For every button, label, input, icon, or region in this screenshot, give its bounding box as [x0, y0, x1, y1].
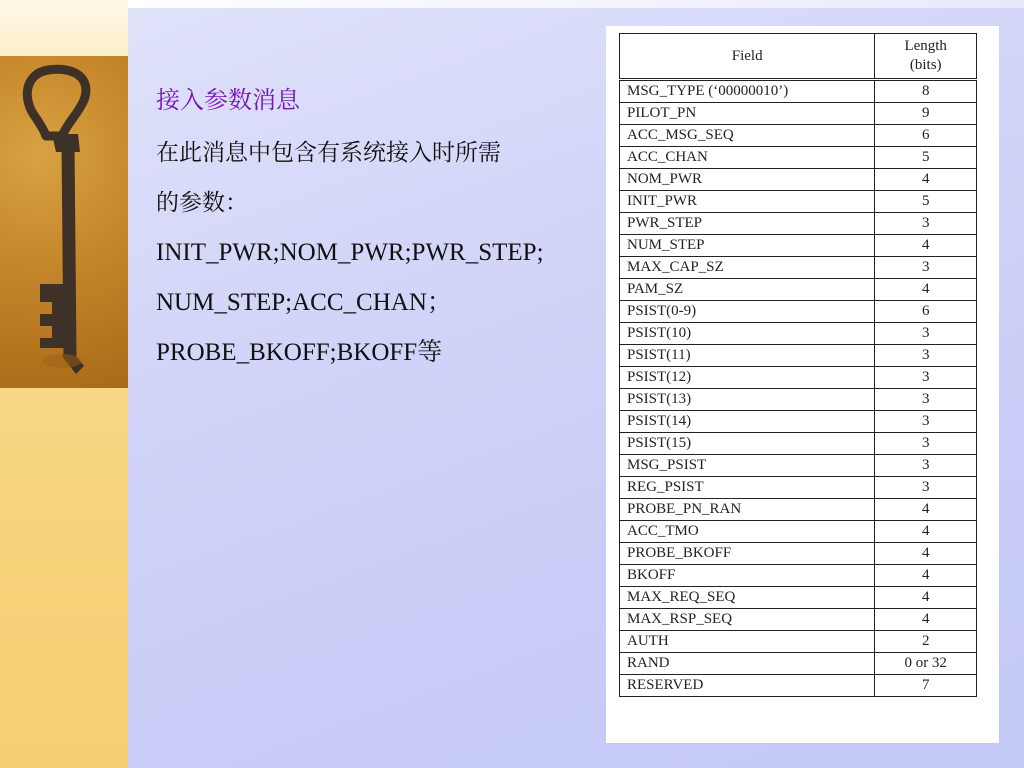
- table-row: [620, 80, 977, 103]
- field-length-cell: 4: [875, 609, 977, 631]
- table-row: [620, 235, 977, 257]
- field-table-panel: [606, 26, 999, 743]
- table-row: [620, 631, 977, 653]
- header-field: Field: [620, 34, 875, 80]
- field-name-cell: NUM_STEP: [620, 235, 875, 257]
- header-length-line1: Length: [904, 38, 947, 54]
- table-row: [620, 257, 977, 279]
- table-row: [620, 103, 977, 125]
- table-row: [620, 191, 977, 213]
- field-length-cell: 4: [875, 499, 977, 521]
- field-name-cell: PROBE_PN_RAN: [620, 499, 875, 521]
- field-length-cell: 3: [875, 389, 977, 411]
- field-length-cell: 3: [875, 323, 977, 345]
- header-length: [875, 34, 977, 80]
- table-row: [620, 213, 977, 235]
- field-name-cell: PSIST(13): [620, 389, 875, 411]
- field-length-cell: 4: [875, 565, 977, 587]
- field-length-cell: 4: [875, 543, 977, 565]
- table-row: [620, 411, 977, 433]
- table-row: [620, 499, 977, 521]
- field-length-cell: 3: [875, 433, 977, 455]
- table-header-row: [620, 34, 977, 80]
- table-row: [620, 609, 977, 631]
- field-length-cell: 6: [875, 125, 977, 147]
- field-name-cell: INIT_PWR: [620, 191, 875, 213]
- field-name-cell: PSIST(14): [620, 411, 875, 433]
- table-row: [620, 433, 977, 455]
- text-line-4: NUM_STEP;ACC_CHAN；: [156, 289, 452, 316]
- field-length-cell: 3: [875, 367, 977, 389]
- field-length-cell: 4: [875, 235, 977, 257]
- field-length-cell: 3: [875, 477, 977, 499]
- text-line-2: 的参数：: [156, 190, 248, 216]
- field-name-cell: MSG_PSIST: [620, 455, 875, 477]
- field-name-cell: MSG_TYPE (‘00000010’): [620, 80, 875, 103]
- field-name-cell: PSIST(11): [620, 345, 875, 367]
- table-row: [620, 543, 977, 565]
- field-name-cell: PROBE_BKOFF: [620, 543, 875, 565]
- field-length-table: [619, 33, 977, 697]
- table-row: [620, 279, 977, 301]
- field-length-cell: 4: [875, 169, 977, 191]
- content-text: [156, 80, 606, 378]
- field-name-cell: ACC_MSG_SEQ: [620, 125, 875, 147]
- field-length-cell: 6: [875, 301, 977, 323]
- section-title: 接入参数消息: [156, 86, 300, 114]
- table-row: [620, 301, 977, 323]
- field-length-cell: 4: [875, 521, 977, 543]
- text-line-5: PROBE_BKOFF;BKOFF等: [156, 339, 443, 366]
- field-length-cell: 7: [875, 675, 977, 697]
- table-row: [620, 323, 977, 345]
- key-icon: [0, 56, 128, 388]
- field-length-cell: 9: [875, 103, 977, 125]
- field-name-cell: PWR_STEP: [620, 213, 875, 235]
- field-length-cell: 5: [875, 191, 977, 213]
- field-name-cell: BKOFF: [620, 565, 875, 587]
- field-name-cell: ACC_TMO: [620, 521, 875, 543]
- table-row: [620, 169, 977, 191]
- table-row: [620, 521, 977, 543]
- field-name-cell: MAX_REQ_SEQ: [620, 587, 875, 609]
- field-length-cell: 3: [875, 411, 977, 433]
- field-name-cell: NOM_PWR: [620, 169, 875, 191]
- field-length-cell: 3: [875, 455, 977, 477]
- table-body: [620, 80, 977, 697]
- field-name-cell: ACC_CHAN: [620, 147, 875, 169]
- field-name-cell: RESERVED: [620, 675, 875, 697]
- field-length-cell: 5: [875, 147, 977, 169]
- top-highlight-strip: [128, 0, 1024, 8]
- table-row: [620, 345, 977, 367]
- table-row: [620, 147, 977, 169]
- table-row: [620, 587, 977, 609]
- table-row: [620, 125, 977, 147]
- table-row: [620, 675, 977, 697]
- table-row: [620, 653, 977, 675]
- field-name-cell: MAX_CAP_SZ: [620, 257, 875, 279]
- field-length-cell: 4: [875, 587, 977, 609]
- table-row: [620, 565, 977, 587]
- field-length-cell: 3: [875, 213, 977, 235]
- text-line-3: INIT_PWR;NOM_PWR;PWR_STEP;: [156, 239, 544, 266]
- field-name-cell: PSIST(15): [620, 433, 875, 455]
- field-name-cell: PSIST(0-9): [620, 301, 875, 323]
- text-line-1: 在此消息中包含有系统接入时所需: [156, 140, 501, 166]
- field-name-cell: MAX_RSP_SEQ: [620, 609, 875, 631]
- field-name-cell: AUTH: [620, 631, 875, 653]
- table-row: [620, 455, 977, 477]
- table-row: [620, 477, 977, 499]
- table-row: [620, 389, 977, 411]
- field-length-cell: 2: [875, 631, 977, 653]
- key-photo: [0, 56, 128, 388]
- table-row: [620, 367, 977, 389]
- field-name-cell: PAM_SZ: [620, 279, 875, 301]
- field-name-cell: PSIST(10): [620, 323, 875, 345]
- field-length-cell: 3: [875, 345, 977, 367]
- field-name-cell: PSIST(12): [620, 367, 875, 389]
- field-name-cell: RAND: [620, 653, 875, 675]
- field-name-cell: REG_PSIST: [620, 477, 875, 499]
- field-length-cell: 3: [875, 257, 977, 279]
- field-name-cell: PILOT_PN: [620, 103, 875, 125]
- field-length-cell: 0 or 32: [875, 653, 977, 675]
- field-length-cell: 4: [875, 279, 977, 301]
- header-length-line2: (bits): [909, 57, 942, 73]
- field-length-cell: 8: [875, 80, 977, 103]
